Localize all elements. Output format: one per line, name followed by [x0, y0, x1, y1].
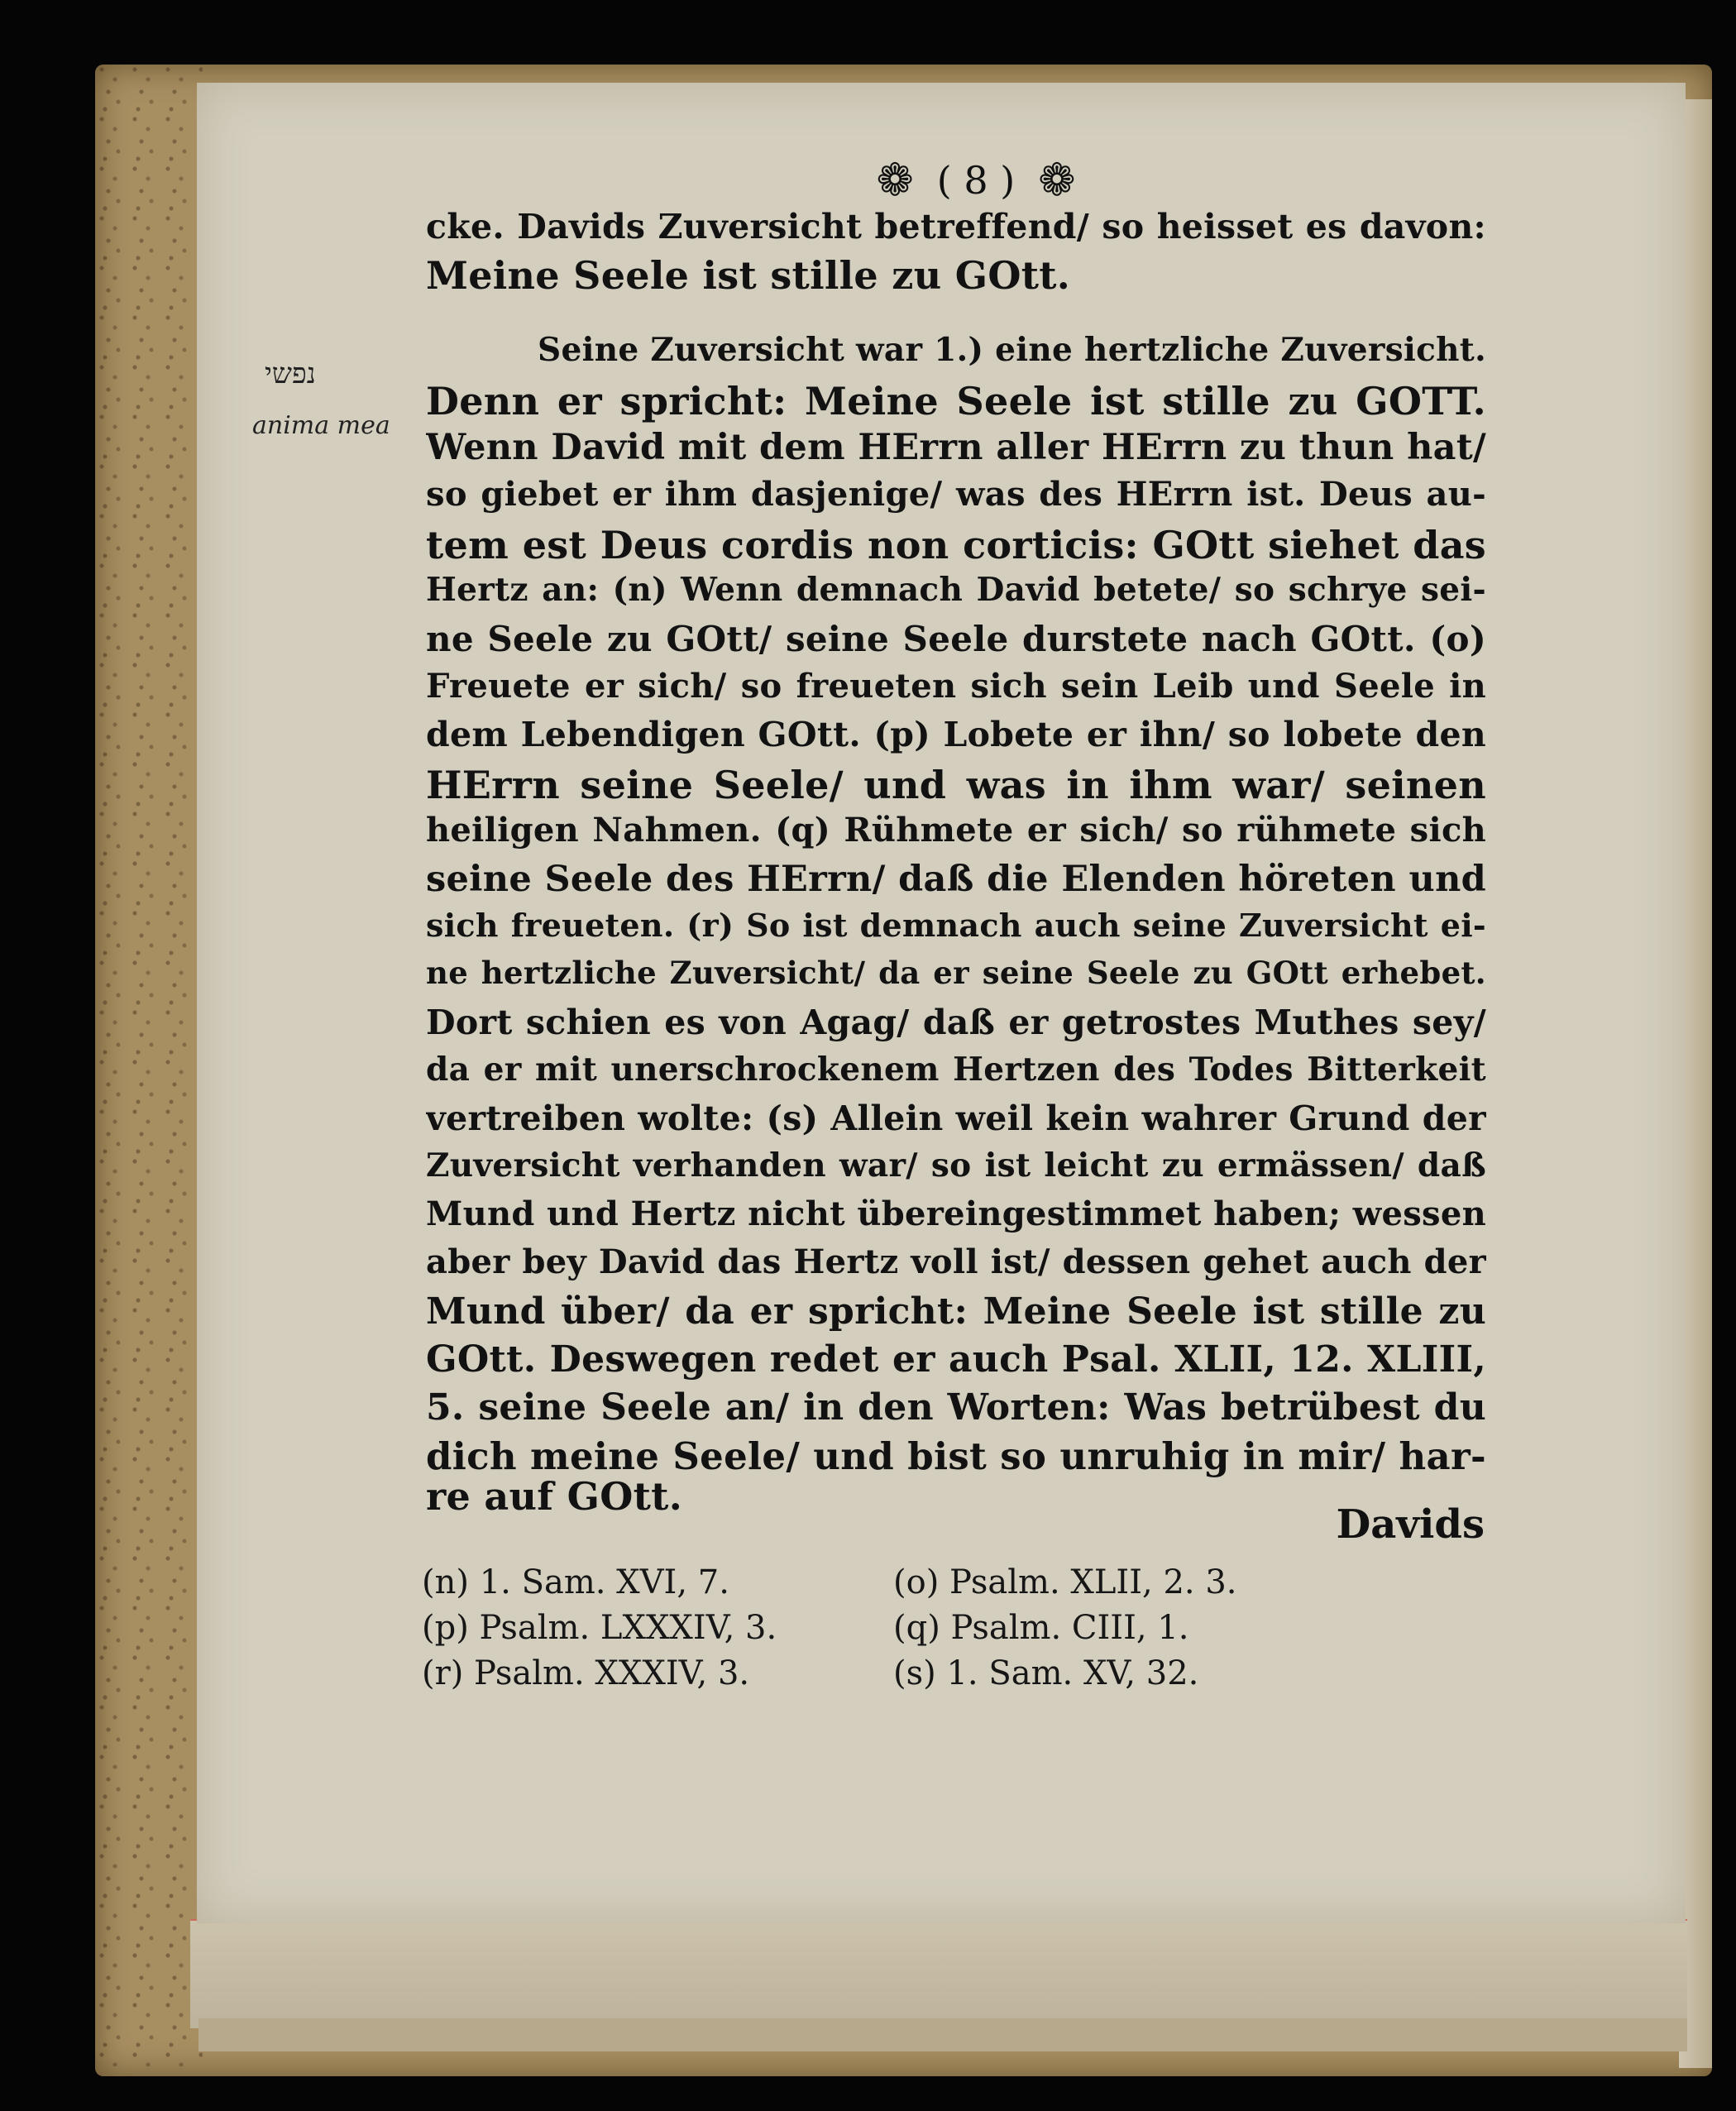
text-line: Seine Zuversicht war 1.) eine hertzliche Zuversicht. [538, 331, 1486, 369]
text-line: Mund und Hertz nicht übereingestimmet haben; wessen [426, 1194, 1486, 1233]
text-line: GOtt. Deswegen redet er auch Psal. XLII, 12. XLIII, [426, 1338, 1486, 1381]
footnote: (n) 1. Sam. XVI, 7. [422, 1563, 729, 1601]
page-number: ( 8 ) [936, 158, 1016, 203]
footnote: (q) Psalm. CIII, 1. [893, 1609, 1189, 1647]
text-line: Mund über/ da er spricht: Meine Seele ist stille zu [426, 1290, 1486, 1333]
page-header [819, 156, 1133, 205]
margin-note-hebrew: נפשי [265, 357, 316, 390]
flower-ornament-icon: ❁ [876, 154, 914, 206]
text-line: Zuversicht verhanden war/ so ist leicht zu ermässen/ daß [426, 1146, 1486, 1185]
catchword: Davids [1336, 1501, 1485, 1548]
text-line: seine Seele des HErrn/ daß die Elenden höreten und [426, 859, 1486, 900]
text-line: dich meine Seele/ und bist so unruhig in mir/ har- [426, 1434, 1486, 1478]
page-stack-bottom-edge-lower [198, 2018, 1687, 2051]
margin-note-latin: anima mea [252, 411, 390, 440]
text-line: cke. Davids Zuversicht betreffend/ so heisset es davon: [426, 207, 1486, 247]
text-line: da er mit unerschrockenem Hertzen des Todes Bitterkeit [426, 1051, 1486, 1089]
text-line: 5. seine Seele an/ in den Worten: Was betrübest du [426, 1386, 1486, 1429]
text-line: aber bey David das Hertz voll ist/ dessen gehet auch der [426, 1242, 1486, 1281]
text-line: Dort schien es von Agag/ daß er getrostes Muthes sey/ [426, 1003, 1486, 1042]
text-line: sich freueten. (r) So ist demnach auch seine Zuversicht ei- [426, 907, 1486, 944]
footnote: (s) 1. Sam. XV, 32. [893, 1654, 1199, 1692]
text-line: Meine Seele ist stille zu GOtt. [426, 253, 1071, 298]
footnote: (p) Psalm. LXXXIV, 3. [422, 1609, 777, 1647]
text-line: Hertz an: (n) Wenn demnach David betete/ so schrye sei- [426, 571, 1486, 609]
text-line: re auf GOtt. [426, 1474, 683, 1519]
text-line: Freuete er sich/ so freueten sich sein Leib und Seele in [426, 667, 1486, 706]
flower-ornament-icon: ❁ [1038, 154, 1076, 206]
text-line: so giebet er ihm dasjenige/ was des HErrn ist. Deus au- [426, 475, 1486, 514]
text-line: Wenn David mit dem HErrn aller HErrn zu thun hat/ [426, 427, 1486, 468]
text-line: heiligen Nahmen. (q) Rühmete er sich/ so rühmete sich [426, 811, 1486, 850]
text-line: dem Lebendigen GOtt. (p) Lobete er ihn/ so lobete den [426, 715, 1486, 754]
text-line: ne Seele zu GOtt/ seine Seele durstete nach GOtt. (o) [426, 619, 1486, 659]
text-line: ne hertzliche Zuversicht/ da er seine Seele zu GOtt erhebet. [426, 955, 1486, 991]
text-line: vertreiben wolte: (s) Allein weil kein wahrer Grund der [426, 1099, 1486, 1138]
footnote: (r) Psalm. XXXIV, 3. [422, 1654, 750, 1692]
page-stack-bottom-edge [190, 1919, 1687, 2028]
cover-marbling [95, 65, 203, 2066]
text-line: HErrn seine Seele/ und was in ihm war/ seinen [426, 763, 1486, 807]
text-line: Denn er spricht: Meine Seele ist stille zu GOTT. [426, 379, 1486, 424]
footnote: (o) Psalm. XLII, 2. 3. [893, 1563, 1237, 1601]
text-line: tem est Deus cordis non corticis: GOtt siehet das [426, 523, 1486, 567]
